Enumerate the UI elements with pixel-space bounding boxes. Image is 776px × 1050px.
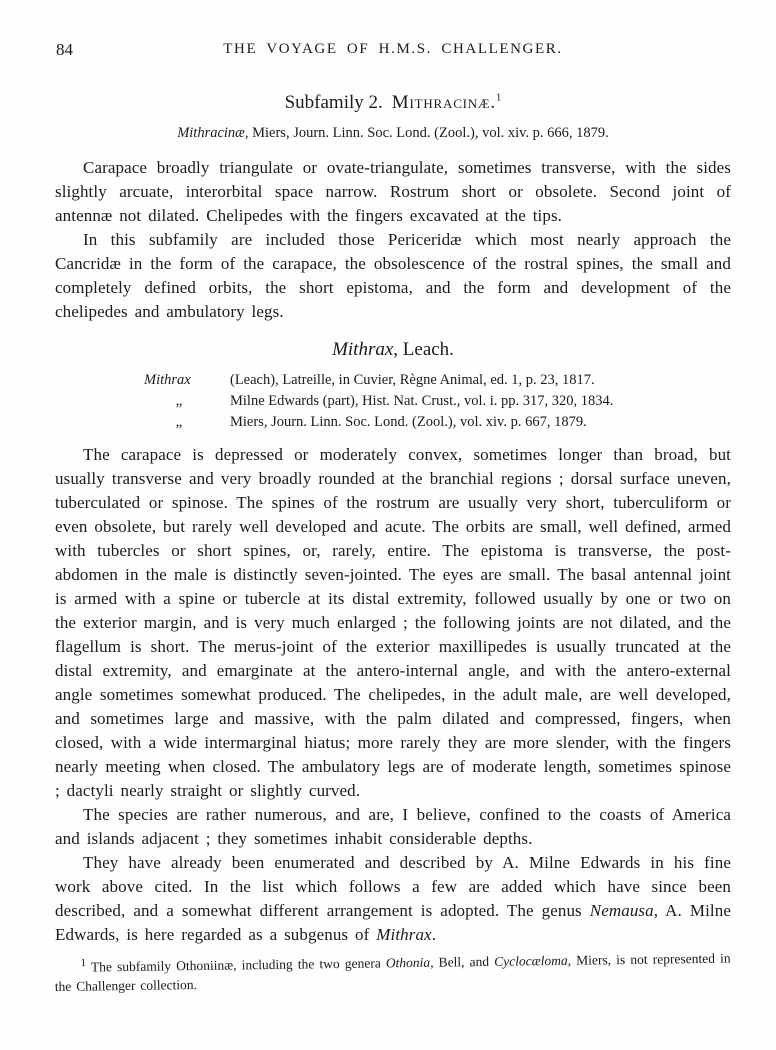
subfamily-citation-name: Mithracinæ — [177, 125, 245, 141]
footnote-text: , Miers, is not represented in the Challenger collection. — [54, 950, 731, 995]
footnote-marker: 1 — [80, 957, 87, 970]
genus-paragraph-2: The species are rather numerous, and are, I believe, confined to the coasts of America and islands adjacent ; they sometimes inhabit considerable depths. — [55, 805, 731, 848]
genus-citations — [144, 370, 731, 433]
genus-paragraph-3-text: . — [431, 925, 437, 944]
genus-paragraph-3 — [55, 851, 731, 947]
citation-text: Milne Edwards (part), Hist. Nat. Crust., vol. i. pp. 317, 320, 1834. — [230, 393, 614, 409]
genus-heading-rest: , Leach. — [393, 339, 454, 360]
genus-citation-row — [144, 370, 731, 391]
running-head — [55, 40, 731, 62]
genus-citation-row — [144, 391, 731, 412]
footnote-text: , Bell, and — [430, 953, 495, 970]
page-number: 84 — [56, 40, 73, 59]
subfamily-heading — [55, 92, 731, 114]
footnote-text: The subfamily Othoniinæ, including the two genera — [85, 955, 386, 975]
subfamily-citation-rest: , Miers, Journ. Linn. Soc. Lond. (Zool.), vol. xiv. p. 666, 1879. — [244, 125, 609, 141]
citation-text: (Leach), Latreille, in Cuvier, Règne Animal, ed. 1, p. 23, 1817. — [230, 372, 595, 388]
footnote — [54, 949, 730, 996]
running-title: THE VOYAGE OF H.M.S. CHALLENGER. — [223, 41, 563, 57]
subfamily-heading-name: Mithracinæ. — [391, 92, 496, 113]
genus-heading — [55, 339, 731, 361]
genus-name-othonia: Othonia — [385, 954, 431, 971]
genus-paragraph-3-text: , A. Milne Edwards, is here regarded as a subgenus of — [55, 901, 731, 944]
ditto-mark: „ — [175, 393, 183, 409]
page-content — [55, 40, 731, 996]
citation-lead-genus-name: Mithrax — [144, 372, 191, 388]
genus-citation-row — [144, 412, 731, 433]
genus-name-cyclocaeloma: Cyclocæloma — [494, 952, 568, 969]
genus-name-nemausa: Nemausa — [589, 901, 654, 920]
subfamily-paragraph-2: In this subfamily are included those Periceridæ which most nearly approach the Cancridæ in the form of the carapace, the obsolescence of the rostral spines, the small and completely defined orbits, the short epistoma, and the form and development of the chelipedes and ambulatory legs. — [55, 230, 731, 321]
ditto-mark: „ — [175, 414, 183, 430]
genus-name-mithrax: Mithrax — [376, 925, 432, 944]
subfamily-paragraph-1: Carapace broadly triangulate or ovate-triangulate, sometimes transverse, with the sides slightly arcuate, interorbital space narrow. Rostrum short or obsolete. Second joint of antennæ not dilated. Chelipedes with the fingers excavated at the tips. — [55, 158, 731, 225]
citation-text: Miers, Journ. Linn. Soc. Lond. (Zool.), vol. xiv. p. 667, 1879. — [230, 414, 587, 430]
footnote-reference: 1 — [495, 91, 502, 104]
subfamily-citation — [55, 125, 731, 142]
genus-heading-name: Mithrax — [332, 339, 394, 360]
genus-paragraph-1: The carapace is depressed or moderately convex, sometimes longer than broad, but usually transverse and very broadly rounded at the branchial regions ; dorsal surface uneven, tuberculated or spinose. The spines of the rostrum are usually very short, tuberculiform or even obsolete, but rarely well developed and acute. The orbits are small, well defined, armed with tubercles or short spines, or, rarely, entire. The epistoma is transverse, the post-abdomen in the male is distinctly seven-jointed. The eyes are small. The basal antennal joint is armed with a spine or tubercle at its distal extremity, followed usually by one or two on the exterior margin, and is very much enlarged ; the following joints are not dilated, and the flagellum is short. The merus-joint of the exterior maxillipedes is usually truncated at the distal extremity, and emarginate at the antero-internal angle, and with the antero-external angle sometimes somewhat produced. The chelipedes, in the adult male, are well developed, and sometimes large and massive, with the palm dilated and compressed, fingers, when closed, with a wide intermarginal hiatus; more rarely they are more slender, with the fingers nearly meeting when closed. The ambulatory legs are of moderate length, sometimes spinose ; dactyli nearly straight or slightly curved. — [55, 445, 731, 800]
genus-paragraph-3-text: They have already been enumerated and described by A. Milne Edwards in his fine work above cited. In the list which follows a few are added which have since been described, and a somewhat different arrangement is adopted. The genus — [55, 853, 731, 920]
subfamily-heading-prefix: Subfamily 2. — [284, 92, 383, 113]
